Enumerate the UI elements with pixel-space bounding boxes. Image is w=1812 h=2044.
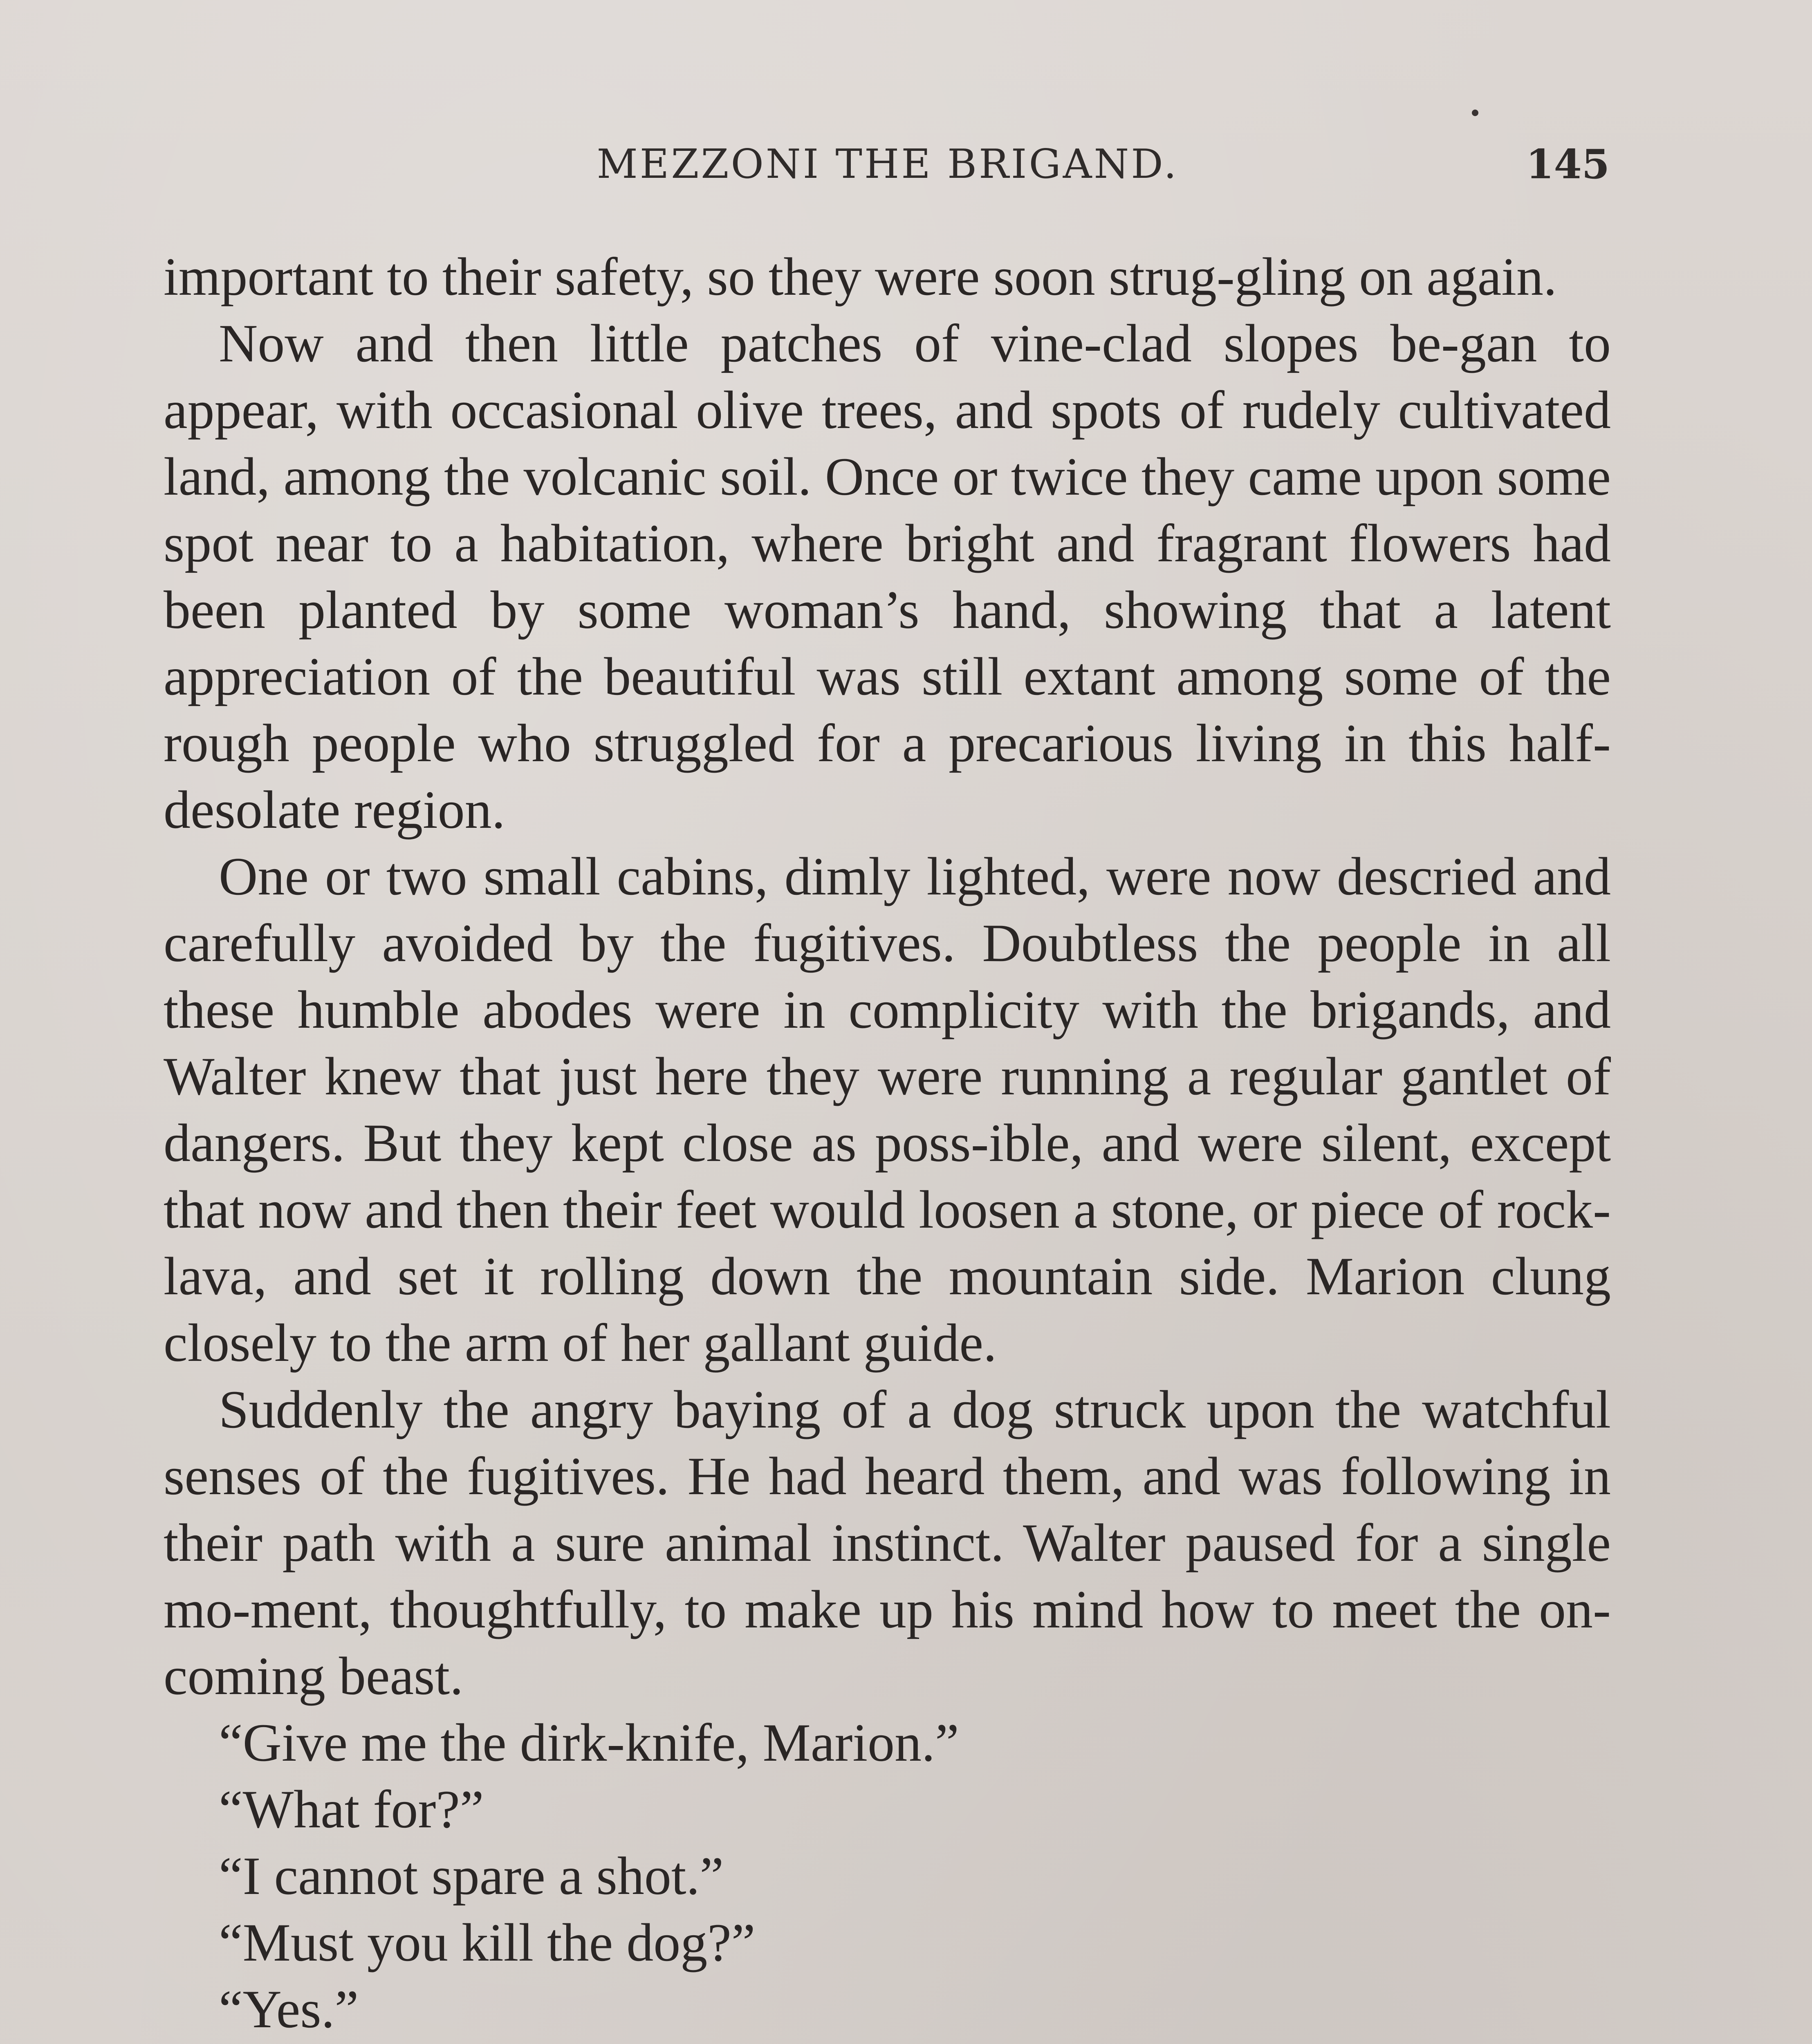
page-number: 145	[1526, 141, 1610, 188]
dialogue-line: “Give me the dirk-knife, Marion.”	[219, 1712, 959, 1773]
dialogue-line	[164, 2042, 1611, 2044]
dialogue-line: “What for?”	[219, 1779, 484, 1839]
dialogue-line: “Yes.”	[219, 1979, 359, 2039]
paragraph: Suddenly the angry baying of a dog struck upon the watchful senses of the fugitives. He had heard them, and was following in their path with a sure animal instinct. Walter paused for a single mo-ment, thoughtfully, to make up his mind how to meet the on-coming beast.	[164, 1379, 1611, 1706]
running-title: MEZZONI THE BRIGAND.	[597, 141, 1179, 188]
paragraph: Now and then little patches of vine-clad slopes be-gan to appear, with occasional olive trees, and spots of rudely cultivated land, among the volcanic soil. Once or twice they came upon some spot near to a habitation, where bright and fragrant flowers had been planted by some woman’s hand, showing that a latent appreciation of the beautiful was still extant among some of the rough people who struggled for a precarious living in this half-desolate region.	[164, 313, 1611, 840]
dialogue-line: “Must you kill the dog?”	[219, 1912, 756, 1972]
paragraph: One or two small cabins, dimly lighted, were now descried and carefully avoided by the fugitives. Doubtless the people in all these humble abodes were in complicity with the brigands, and Walter knew that just here they were running a regular gantlet of dangers. But they kept close as poss-ible, and were silent, except that now and then their feet would loosen a stone, or piece of rock-lava, and set it rolling down the mountain side. Marion clung closely to the arm of her gallant guide.	[164, 846, 1611, 1373]
dialogue-line: “I cannot spare a shot.”	[219, 1846, 724, 1906]
paragraph: important to their safety, so they were soon strug-gling on again.	[164, 247, 1557, 307]
ink-speck	[1472, 110, 1478, 116]
body-text	[164, 243, 1611, 2044]
running-head	[166, 141, 1610, 194]
